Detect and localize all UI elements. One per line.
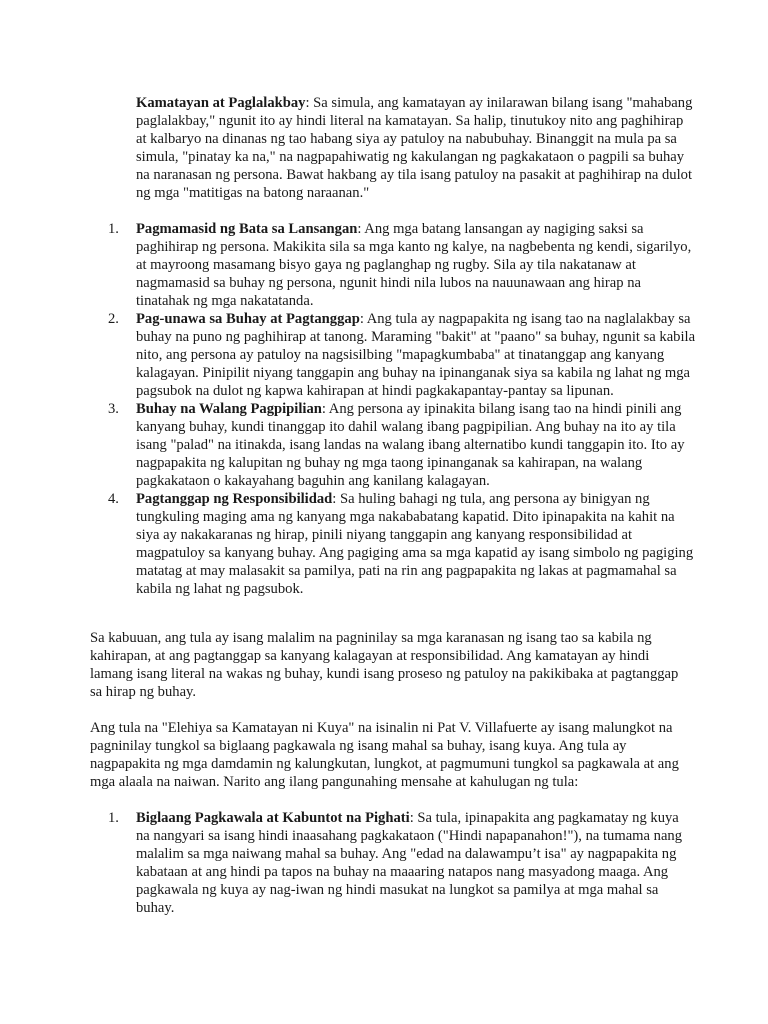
list-item [90,400,696,490]
numbered-list-1 [90,220,696,598]
list-item-title: Pagmamasid ng Bata sa Lansangan [136,221,358,237]
list-number: 3. [108,401,119,417]
list-item-text: : Sa tula, ipinapakita ang pagkamatay ng kuya na nangyari sa isang hindi inaasahang pagkakataon ("Hindi napapanahon!"), na tumama nang malalim sa mga naiwang mahal sa buhay. Ang "edad na dalawampu’t isa" ay nagpapakita ng kabataan at ang hindi pa tapos na buhay na maaaring natapos nang masyadong maaga. Ang pagkawala ng kuya ay nag-iwan ng hindi masukat na lungkot sa pamilya at mga mahal sa buhay. [136,810,683,916]
numbered-list-2 [90,809,696,917]
list-item-text: : Sa huling bahagi ng tula, ang persona ay binigyan ng tungkuling maging ama ng kanyang mga nakababatang kapatid. Dito ipinapakita na kahit na siya ay nakakaranas ng hirap, pinili niyang tanggapin ang kanyang responsibilidad at magpatuloy sa kanyang buhay. Ang pagiging ama sa mga kapatid ay isang simbolo ng pagiging matatag at may malasakit sa pamilya, pati na rin ang pagpapakita ng lakas at pagmamahal sa kabila ng lahat ng pagsubok. [136,491,694,597]
summary-paragraph: Sa kabuuan, ang tula ay isang malalim na pagninilay sa mga karanasan ng isang tao sa kabila ng kahirapan, at ang pagtanggap sa kanyang kalagayan at responsibilidad. Ang kamatayan ay hindi lamang isang literal na wakas ng buhay, kundi isang proseso ng patuloy na pakikibaka at pagtanggap sa hirap ng buhay. [90,630,679,700]
intro-paragraph [136,94,696,202]
list-item [90,490,696,598]
list-number: 2. [108,311,119,327]
list-item [90,310,696,400]
intro-text: : Sa simula, ang kamatayan ay inilarawan bilang isang "mahabang paglalakbay," ngunit ito ay hindi literal na kamatayan. Sa halip, tinutukoy nito ang paghihirap at kalbaryo na dinanas ng tao habang siya ay patuloy na nabubuhay. Binanggit na mula pa sa simula, "pinatay ka na," na nagpapahiwatig ng kakulangan ng pagkakataon o pagpili sa buhay na naranasan ng persona. Bawat hakbang ay tila isang patuloy na pasakit at paghihirap na dulot ng mga "matitigas na batong naraanan." [136,95,693,201]
intro-title: Kamatayan at Paglalakbay [136,95,306,111]
list-item-title: Pag-unawa sa Buhay at Pagtanggap [136,311,360,327]
list-item-title: Biglaang Pagkawala at Kabuntot na Pighati [136,810,410,826]
list-item-text: : Ang tula ay nagpapakita ng isang tao na naglalakbay sa buhay na puno ng paghihirap at tanong. Maraming "bakit" at "paano" sa buhay, ngunit sa kabila nito, ang persona ay patuloy na nagsisilbing "mapagkumbaba" at tinatanggap ang kanyang kalagayan. Pinipilit niyang tanggapin ang buhay na ipinanganak siya sa kabila ng lahat ng mga pagsubok na dulot ng kapwa kahirapan at hindi pagkakapantay-pantay sa lipunan. [136,311,696,399]
list-item [90,220,696,310]
list-item-text: : Ang mga batang lansangan ay nagiging saksi sa paghihirap ng persona. Makikita sila sa mga kanto ng kalye, na nagbebenta ng kendi, sigarilyo, at mayroong masamang bisyo gaya ng paglanghap ng rugby. Sila ay tila nakatanaw at nagmamasid sa buhay ng persona, ngunit hindi nila lubos na nauunawaan ang hirap na tinatahak ng mga nakatatanda. [136,221,692,309]
list-number: 4. [108,491,119,507]
list-item-title: Pagtanggap ng Responsibilidad [136,491,333,507]
list-number: 1. [108,810,119,826]
list-item [90,809,696,917]
list-number: 1. [108,221,119,237]
second-intro-paragraph: Ang tula na "Elehiya sa Kamatayan ni Kuya" na isinalin ni Pat V. Villafuerte ay isang malungkot na pagninilay tungkol sa biglaang pagkawala ng isang mahal sa buhay, isang kuya. Ang tula ay nagpapakita ng mga damdamin ng kalungkutan, lungkot, at pagmumuni tungkol sa pagkawala at ang mga alaala na naiwan. Narito ang ilang pangunahing mensahe at kahulugan ng tula: [90,720,679,790]
list-item-text: : Ang persona ay ipinakita bilang isang tao na hindi pinili ang kanyang buhay, kundi tinanggap ito dahil walang ibang pagpipilian. Ang buhay na ito ay tila isang "palad" na itinakda, isang landas na walang ibang alternatibo kundi tanggapin ito. Ito ay nagpapakita ng kalupitan ng buhay ng mga taong ipinanganak sa kahirapan, na walang pagkakataon o kakayahang baguhin ang kanilang kalagayan. [136,401,685,489]
list-item-title: Buhay na Walang Pagpipilian [136,401,322,417]
